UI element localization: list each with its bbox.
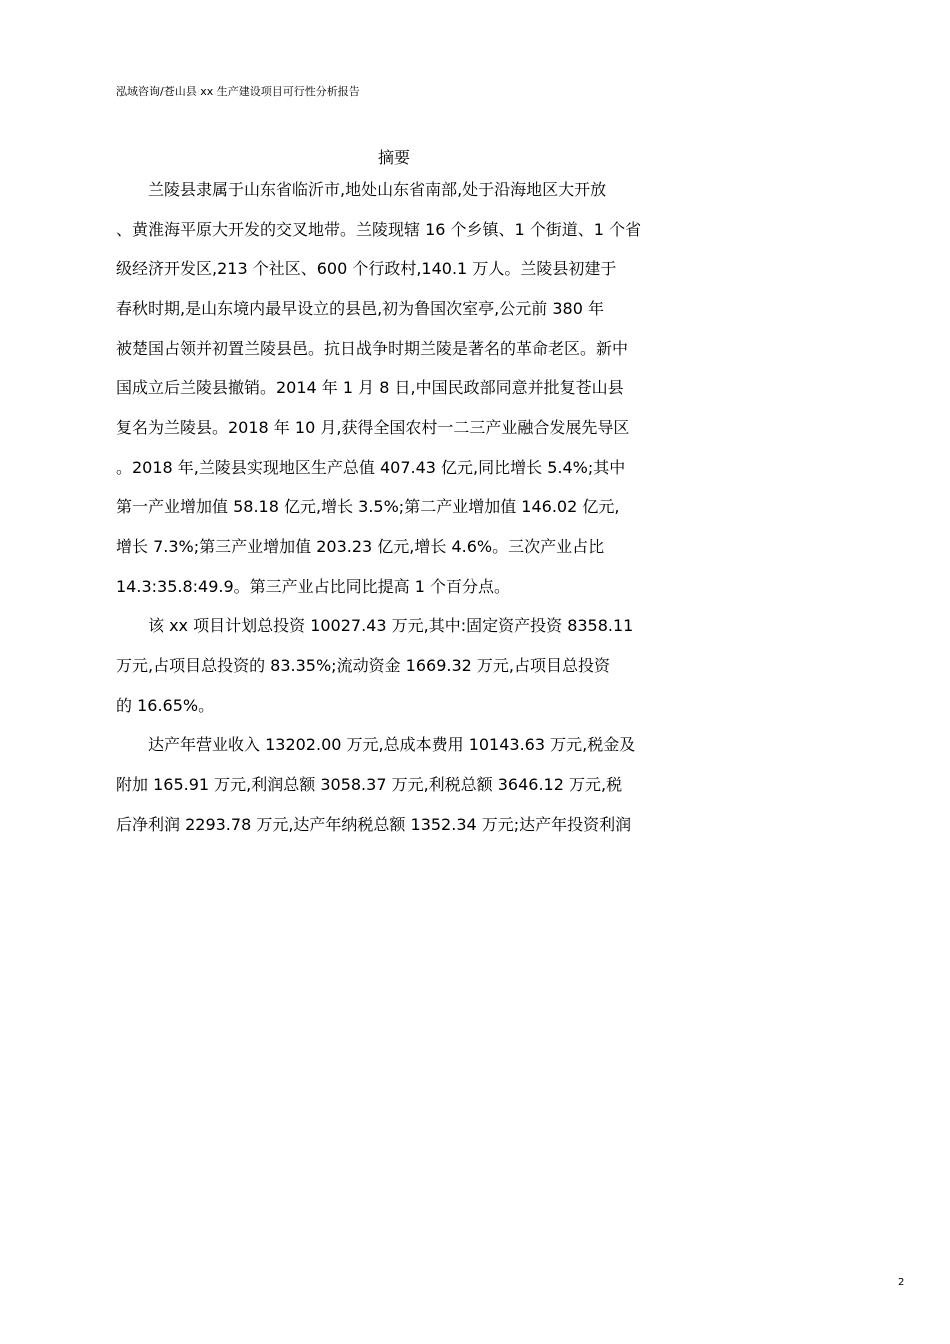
page-title: 摘要 [377,148,410,167]
text-line: 被楚国占领并初置兰陵县邑。抗日战争时期兰陵是著名的革命老区。新中 [116,339,629,358]
text-line: 增长 7.3%;第三产业增加值 203.23 亿元,增长 4.6%。三次产业占比 [116,537,605,556]
page-number: 2 [898,1277,905,1288]
running-header: 泓域咨询/苍山县 xx 生产建设项目可行性分析报告 [116,85,360,98]
text-line: 春秋时期,是山东境内最早设立的县邑,初为鲁国次室亭,公元前 380 年 [116,299,604,318]
text-line: 该 xx 项目计划总投资 10027.43 万元,其中:固定资产投资 8358.11 [116,616,634,635]
text-line: 级经济开发区,213 个社区、600 个行政村,140.1 万人。兰陵县初建于 [116,259,617,278]
text-line: 14.3:35.8:49.9。第三产业占比同比提高 1 个百分点。 [116,577,511,596]
text-line: 万元,占项目总投资的 83.35%;流动资金 1669.32 万元,占项目总投资 [116,656,610,675]
text-line: 后净利润 2293.78 万元,达产年纳税总额 1352.34 万元;达产年投资利润 [116,815,632,834]
text-line: 第一产业增加值 58.18 亿元,增长 3.5%;第二产业增加值 146.02 亿元, [116,497,620,516]
text-line: 附加 165.91 万元,利润总额 3058.37 万元,利税总额 3646.12 万元,税 [116,775,623,794]
text-line: 。2018 年,兰陵县实现地区生产总值 407.43 亿元,同比增长 5.4%;其中 [116,458,626,477]
text-line: 、黄淮海平原大开发的交叉地带。兰陵现辖 16 个乡镇、1 个街道、1 个省 [116,220,642,239]
text-line: 兰陵县隶属于山东省临沂市,地处山东省南部,处于沿海地区大开放 [116,180,607,199]
text-line: 复名为兰陵县。2018 年 10 月,获得全国农村一二三产业融合发展先导区 [116,418,630,437]
text-line: 达产年营业收入 13202.00 万元,总成本费用 10143.63 万元,税金及 [116,735,636,754]
text-line: 的 16.65%。 [116,696,215,715]
text-line: 国成立后兰陵县撤销。2014 年 1 月 8 日,中国民政部同意并批复苍山县 [116,378,624,397]
